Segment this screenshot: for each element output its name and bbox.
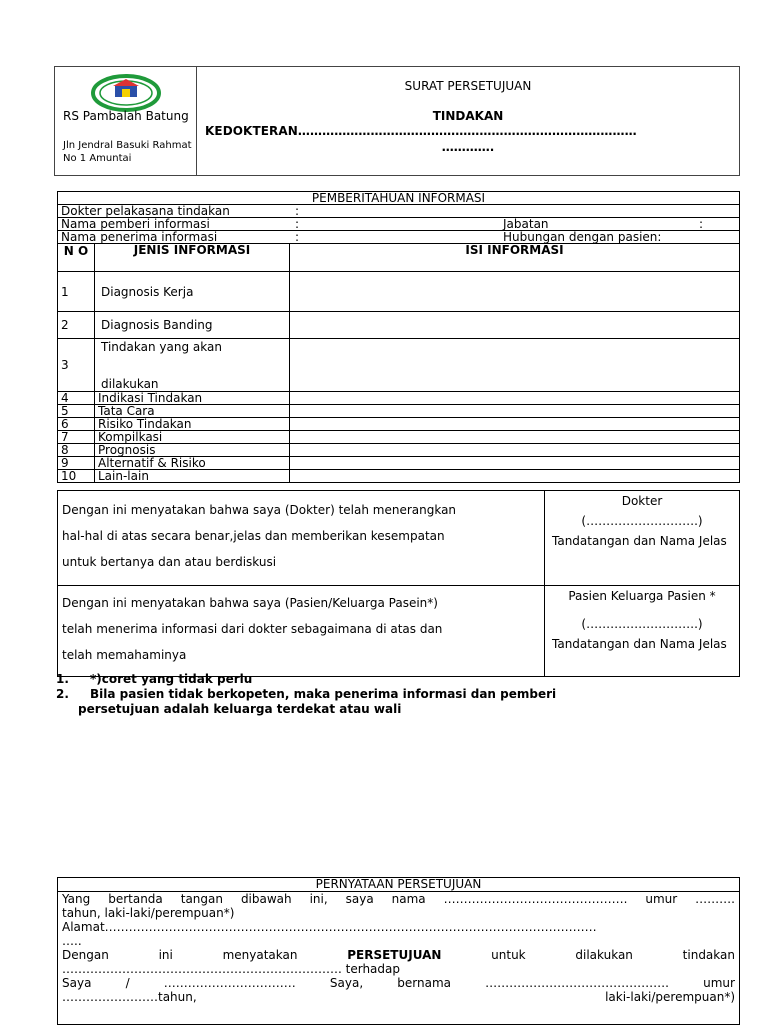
colon: : <box>295 230 300 244</box>
row-jenis: Diagnosis Kerja <box>95 272 290 312</box>
jabatan-label: Jabatan <box>503 217 549 231</box>
pasien-statement-line: telah memahaminya <box>62 648 187 662</box>
word: Saya <box>62 976 92 990</box>
row-no: 4 <box>58 392 95 405</box>
row-jenis-line1: Tindakan yang akan <box>101 340 222 354</box>
form-title-line3: KEDOKTERAN………………………………………………………………………… <box>205 124 637 138</box>
notes <box>56 672 556 717</box>
word: PERSETUJUAN <box>347 948 442 962</box>
row-jenis: Kompilkasi <box>95 431 290 444</box>
note-text: *)coret yang tidak perlu <box>90 672 253 686</box>
word: ……………………tahun, <box>62 990 197 1004</box>
col-header-jenis: JENIS INFORMASI <box>95 244 290 272</box>
row-no: 10 <box>58 470 95 483</box>
consent-line: tahun, laki-laki/perempuan*) <box>62 906 235 920</box>
consent-line: ……………………………………………………………. terhadap <box>62 962 400 976</box>
consent-line <box>62 990 735 1004</box>
row-no: 8 <box>58 444 95 457</box>
form-title-line4: …………. <box>441 140 495 154</box>
pasien-statement-line: telah menerima informasi dari dokter sebagaimana di atas dan <box>62 622 443 636</box>
word: dilakukan <box>575 948 633 962</box>
hubungan-label: Hubungan dengan pasien <box>503 230 658 244</box>
pemberi-label: Nama pemberi informasi <box>61 217 210 231</box>
row-jenis: Lain-lain <box>95 470 290 483</box>
signature-label: Tandatangan dan Nama Jelas <box>552 534 727 548</box>
row-isi[interactable] <box>290 418 740 431</box>
dokter-statement-line: Dengan ini menyatakan bahwa saya (Dokter) telah menerangkan <box>62 503 457 517</box>
colon: : <box>295 204 300 218</box>
hospital-address: Jln Jendral Basuki Rahmat No 1 Amuntai <box>63 140 192 164</box>
penerima-label: Nama penerima informasi <box>61 230 218 244</box>
consent-title: PERNYATAAN PERSETUJUAN <box>58 878 740 892</box>
row-jenis: Risiko Tindakan <box>95 418 290 431</box>
row-isi[interactable] <box>290 431 740 444</box>
row-jenis: Indikasi Tindakan <box>95 392 290 405</box>
section-title: PEMBERITAHUAN INFORMASI <box>58 192 740 205</box>
dokter-statement <box>58 491 545 586</box>
row-jenis: Tata Cara <box>95 405 290 418</box>
word: …………………………… <box>163 976 296 990</box>
consent-statement-table <box>57 877 740 1025</box>
col-header-no: N O <box>58 244 95 272</box>
row-no: 7 <box>58 431 95 444</box>
form-header <box>54 66 740 176</box>
signature-blank: (……………………….) <box>581 514 703 528</box>
row-isi[interactable] <box>290 444 740 457</box>
word: untuk <box>491 948 526 962</box>
row-no: 1 <box>58 272 95 312</box>
row-isi[interactable] <box>290 272 740 312</box>
dokter-label: Dokter pelakasana tindakan <box>61 204 230 218</box>
dokter-statement-line: untuk bertanya dan atau berdiskusi <box>62 555 277 569</box>
note-text: Bila pasien tidak berkopeten, maka penerima informasi dan pemberi <box>90 687 557 701</box>
consent-line: Yang bertanda tangan dibawah ini, saya nama ………………………………………. umur ………. <box>62 892 735 906</box>
form-title: SURAT PERSETUJUAN <box>404 79 532 93</box>
signature-title: Dokter <box>621 494 663 508</box>
row-no: 5 <box>58 405 95 418</box>
word: bernama <box>397 976 452 990</box>
colon: : <box>699 217 704 231</box>
hospital-logo-icon <box>89 73 163 113</box>
row-isi[interactable] <box>290 392 740 405</box>
note-2-cont: persetujuan adalah keluarga terdekat atau wali <box>78 702 402 716</box>
word: ………………………………………. <box>485 976 669 990</box>
row-isi[interactable] <box>290 312 740 339</box>
note-2 <box>56 687 556 702</box>
row-isi[interactable] <box>290 470 740 483</box>
statement-table <box>57 490 740 677</box>
row-isi[interactable] <box>290 457 740 470</box>
consent-body[interactable] <box>58 892 740 1025</box>
hospital-name: RS Pambalah Batung <box>63 109 189 123</box>
row-isi[interactable] <box>290 339 740 392</box>
consent-line <box>62 948 735 962</box>
information-table <box>57 191 740 483</box>
pasien-signature-box[interactable] <box>545 586 740 677</box>
row-jenis: Diagnosis Banding <box>95 312 290 339</box>
word: tindakan <box>682 948 735 962</box>
word: Dengan <box>62 948 109 962</box>
consent-line: ….. <box>62 934 82 948</box>
signature-blank: (……………………….) <box>581 617 703 631</box>
note-1 <box>56 672 556 687</box>
word: ini <box>158 948 173 962</box>
colon: : <box>295 217 300 231</box>
colon: : <box>657 230 662 244</box>
word: umur <box>703 976 735 990</box>
dokter-statement-line: hal-hal di atas secara benar,jelas dan memberikan kesempatan <box>62 529 445 543</box>
consent-line <box>62 976 735 990</box>
signature-label: Tandatangan dan Nama Jelas <box>552 637 727 651</box>
row-jenis-line2: dilakukan <box>101 377 159 391</box>
form-title-line2: TINDAKAN <box>432 109 504 123</box>
pasien-statement-line: Dengan ini menyatakan bahwa saya (Pasien/Keluarga Pasein*) <box>62 596 438 610</box>
word: menyatakan <box>222 948 298 962</box>
row-no: 3 <box>58 339 95 392</box>
pemberi-row[interactable] <box>58 218 740 231</box>
note-number: 2. <box>56 687 69 701</box>
word: Saya, <box>329 976 364 990</box>
hospital-block <box>55 67 197 175</box>
col-header-isi: ISI INFORMASI <box>290 244 740 272</box>
row-jenis <box>95 339 290 392</box>
penerima-row[interactable] <box>58 231 740 244</box>
dokter-row[interactable] <box>58 205 740 218</box>
row-jenis: Prognosis <box>95 444 290 457</box>
note-number: 1. <box>56 672 69 686</box>
consent-line: Alamat…………………………………………………………………………………………………………… <box>62 920 597 934</box>
row-no: 6 <box>58 418 95 431</box>
signature-title: Pasien Keluarga Pasien * <box>568 589 716 603</box>
row-jenis: Alternatif & Risiko <box>95 457 290 470</box>
word: / <box>125 976 130 990</box>
row-no: 2 <box>58 312 95 339</box>
row-isi[interactable] <box>290 405 740 418</box>
row-no: 9 <box>58 457 95 470</box>
pasien-statement <box>58 586 545 677</box>
word: laki-laki/perempuan*) <box>605 990 735 1004</box>
dokter-signature-box[interactable] <box>545 491 740 586</box>
